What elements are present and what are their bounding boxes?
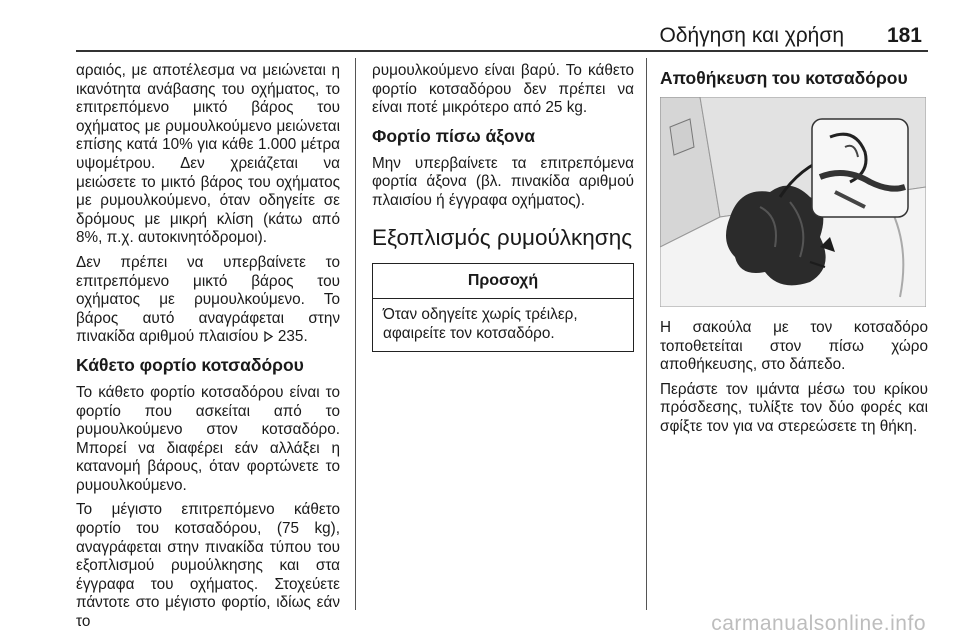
paragraph: Το κάθετο φορτίο κοτσαδόρου είναι το φορτίο που ασκείται από το ρυμουλκούμενο στον κοτσαδόρο. Μπορεί να διαφέρει εάν αλλάξει η κατανομή βάρους, όταν φορτώνετε το ρυμουλκούμενο. xyxy=(76,383,340,494)
section-title: Οδήγηση και χρήση xyxy=(659,24,844,47)
page-number: 181 xyxy=(886,24,922,47)
tow-bar-storage-illustration xyxy=(660,97,926,307)
paragraph: ρυμουλκούμενο είναι βαρύ. Το κάθετο φορτίο κοτσαδόρου δεν πρέπει να είναι ποτέ μικρότερο από 25 kg. xyxy=(372,62,634,117)
column-2 xyxy=(372,62,634,352)
caution-text: Όταν οδηγείτε χωρίς τρέιλερ, αφαιρείτε τον κοτσαδόρο. xyxy=(383,306,578,342)
page-header xyxy=(76,20,928,52)
paragraph-text: Δεν πρέπει να υπερβαίνετε το επιτρεπόμενο μικτό βάρος του οχήματος με ρυμουλκούμενο. Το βάρος αυτό αναγράφεται στην πινακίδα αριθμού πλαισίου xyxy=(76,253,340,346)
page-reference[interactable]: 235. xyxy=(277,328,308,346)
heading-storage: Αποθήκευση του κοτσαδόρου xyxy=(660,68,908,88)
column-divider xyxy=(355,58,356,610)
paragraph: Περάστε τον ιμάντα μέσω του κρίκου πρόσδεσης, τυλίξτε τον δύο φορές και σφίξτε τον για να στερεώσετε τη θήκη. xyxy=(660,380,928,435)
reference-icon[interactable] xyxy=(263,328,278,345)
heading-vertical-load: Κάθετο φορτίο κοτσαδόρου xyxy=(76,354,304,375)
heading-towing-equipment: Εξοπλισμός ρυμούλκησης xyxy=(372,224,633,250)
paragraph: Μην υπερβαίνετε τα επιτρεπόμενα φορτία άξονα (βλ. πινακίδα αριθμού πλαισίου ή έγγραφα οχήματος). xyxy=(372,154,634,209)
column-3 xyxy=(660,62,928,443)
caution-box xyxy=(372,263,634,353)
paragraph: αραιός, με αποτέλεσμα να μειώνεται η ικανότητα ανάβασης του οχήματος, το επιτρεπόμενο μικτό βάρος του οχήματος με ρυμουλκούμενο μειώνεται επίσης κατά 10% για κάθε 1.000 μέτρα υψομέτρου. Δεν χρειάζεται να μειώσετε το μικτό βάρος του οχήματος με ρυμουλκούμενο, όταν οδηγείτε σε δρόμους με μικρή κλίση (κάτω από 8%, π.χ. αυτοκινητόδρομοι). xyxy=(76,62,340,247)
column-divider xyxy=(646,58,647,610)
heading-rear-axle-load: Φορτίο πίσω άξονα xyxy=(372,125,536,146)
caution-title: Προσοχή xyxy=(373,264,633,300)
paragraph xyxy=(76,254,340,347)
watermark: carmanualsonline.info xyxy=(711,612,926,635)
paragraph: Το μέγιστο επιτρεπόμενο κάθετο φορτίο του κοτσαδόρου, (75 kg), αναγράφεται στην πινακίδα τύπου του εξοπλισμού ρυμούλκησης και στα έγγραφα του οχήματος. Στοχεύετε πάντοτε στο μέγιστο φορτίο, ιδίως εάν το xyxy=(76,501,340,631)
column-1 xyxy=(76,62,340,638)
paragraph: Η σακούλα με τον κοτσαδόρο τοποθετείται στον πίσω χώρο αποθήκευσης, στο δάπεδο. xyxy=(660,319,928,374)
